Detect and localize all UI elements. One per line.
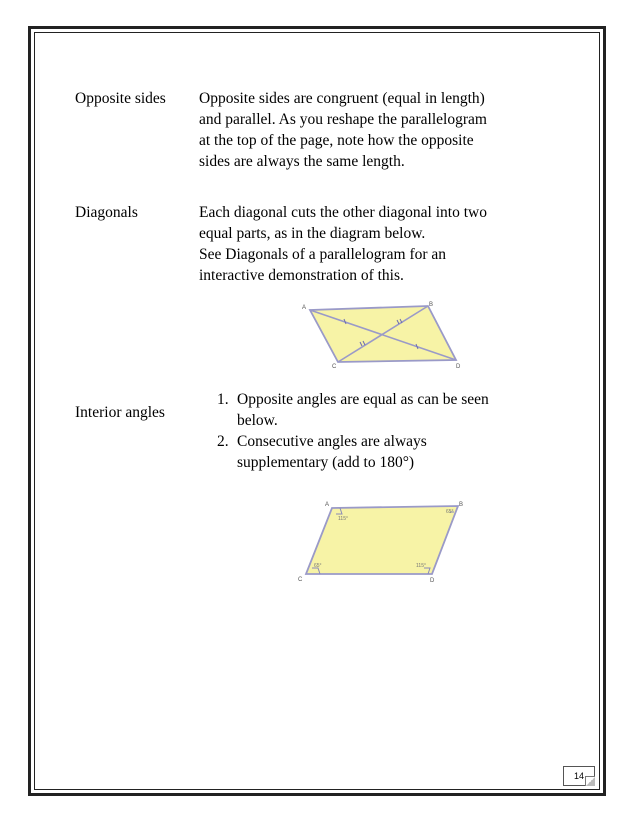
desc-line: interactive demonstration of this. [199,267,404,284]
angle-value-c: 65° [314,563,322,569]
desc-line: Each diagonal cuts the other diagonal into two [199,204,487,221]
term-interior-angles: Interior angles [75,404,165,421]
parallelogram-shape [306,506,458,574]
desc-interior-angles [217,389,577,473]
desc-line: sides are always the same length. [199,153,405,170]
list-line: supplementary (add to 180°) [237,454,415,471]
list-item [217,431,577,473]
vertex-label-d: D [456,364,461,370]
list-line: Opposite angles are equal as can be seen [237,391,489,408]
vertex-label-a: A [325,502,330,508]
desc-line: equal parts, as in the diagram below. [199,225,426,242]
diagonals-figure [298,300,464,370]
vertex-label-d: D [430,578,435,584]
angle-value-d: 115° [416,563,426,569]
page-curl-icon [585,776,595,786]
angle-value-b: 65° [446,509,454,515]
term-opposite-sides: Opposite sides [75,90,166,107]
vertex-label-c: C [332,364,337,370]
angles-figure [296,498,468,584]
list-number: 2. [217,433,229,450]
desc-line: and parallel. As you reshape the parallelogram [199,111,487,128]
vertex-label-c: C [298,577,303,583]
angle-facts-list [217,389,577,473]
list-number: 1. [217,391,229,408]
vertex-label-b: B [429,302,434,308]
list-line: Consecutive angles are always [237,433,427,450]
desc-diagonals [199,202,559,286]
desc-opposite-sides [199,88,559,172]
vertex-label-a: A [302,305,307,311]
desc-line: See Diagonals of a parallelogram for an [199,246,447,263]
term-diagonals: Diagonals [75,204,138,221]
list-line: below. [237,412,278,429]
desc-line: Opposite sides are congruent (equal in length) [199,90,485,107]
angle-value-a: 115° [338,516,348,522]
vertex-label-b: B [459,502,464,508]
desc-line: at the top of the page, note how the opposite [199,132,474,149]
page-number: 14 [563,766,595,786]
list-item [217,389,577,431]
